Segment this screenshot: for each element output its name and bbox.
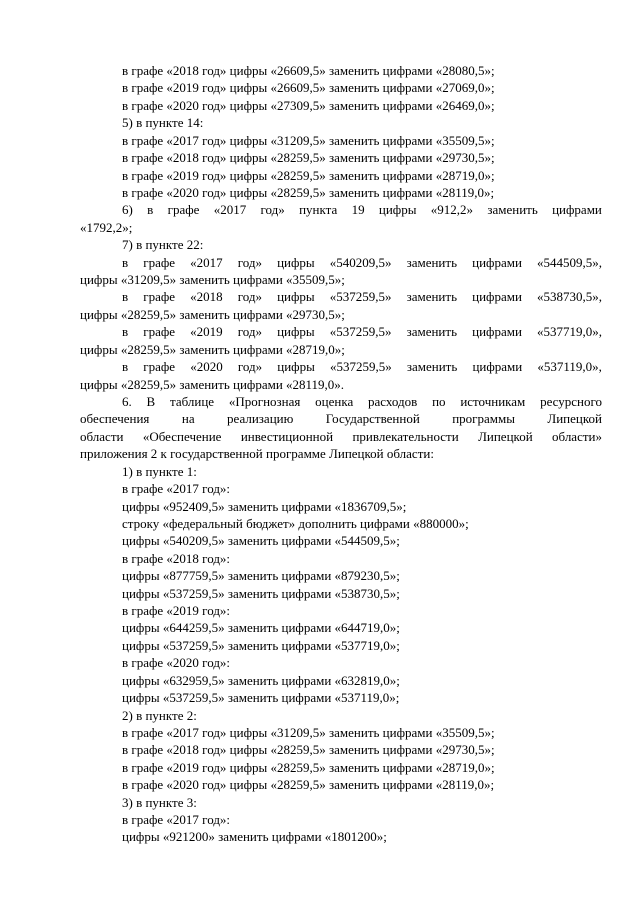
text-line: цифры «28259,5» заменить цифрами «29730,5»; [80, 306, 345, 322]
text-line: в графе «2018 год» цифры «26609,5» заменить цифрами «28080,5»; [122, 63, 495, 78]
text-line: в графе «2019 год» цифры «28259,5» заменить цифрами «28719,0»; [122, 759, 495, 775]
text-line: цифры «632959,5» заменить цифрами «632819,0»; [122, 672, 400, 688]
text-line: «1792,2»; [80, 219, 133, 235]
text-line: области «Обеспечение инвестиционной привлекательности Липецкой области» [80, 428, 602, 444]
text-line: в графе «2017 год» цифры «31209,5» заменить цифрами «35509,5»; [122, 132, 495, 148]
text-line: в графе «2020 год» цифры «28259,5» заменить цифрами «28119,0»; [122, 777, 495, 793]
text-line: в графе «2019 год» цифры «28259,5» заменить цифрами «28719,0»; [122, 167, 495, 183]
text-line: цифры «877759,5» заменить цифрами «879230,5»; [122, 568, 400, 584]
text-line: в графе «2019 год» цифры «537259,5» заменить цифрами «537719,0», [122, 324, 602, 340]
text-line: в графе «2017 год»: [122, 812, 231, 828]
text-line: цифры «644259,5» заменить цифрами «644719,0»; [122, 620, 400, 636]
text-line: цифры «28259,5» заменить цифрами «28119,0». [80, 376, 345, 392]
text-line: цифры «921200» заменить цифрами «1801200»; [122, 829, 387, 845]
text-line: в графе «2018 год» цифры «28259,5» заменить цифрами «29730,5»; [122, 150, 495, 166]
text-line: в графе «2020 год» цифры «27309,5» заменить цифрами «26469,0»; [122, 97, 495, 113]
text-line: в графе «2017 год»: [122, 481, 231, 497]
text-line: 1) в пункте 1: [122, 463, 197, 479]
text-line: цифры «952409,5» заменить цифрами «1836709,5»; [122, 498, 407, 514]
text-line: цифры «31209,5» заменить цифрами «35509,5»; [80, 272, 345, 288]
text-line: цифры «537259,5» заменить цифрами «538730,5»; [122, 585, 400, 601]
text-line: обеспечения на реализацию Государственной программы Липецкой [80, 411, 602, 427]
text-line: 6) в графе «2017 год» пункта 19 цифры «912,2» заменить цифрами [122, 202, 602, 218]
text-line: цифры «28259,5» заменить цифрами «28719,0»; [80, 341, 345, 357]
text-line: в графе «2019 год»: [122, 603, 231, 619]
text-line: строку «федеральный бюджет» дополнить цифрами «880000»; [122, 515, 469, 531]
text-line: цифры «537259,5» заменить цифрами «537119,0»; [122, 690, 400, 706]
text-line: в графе «2018 год» цифры «28259,5» заменить цифрами «29730,5»; [122, 742, 495, 758]
text-line: в графе «2017 год» цифры «31209,5» заменить цифрами «35509,5»; [122, 724, 495, 740]
text-line: 3) в пункте 3: [122, 794, 197, 810]
text-line: в графе «2020 год»: [122, 655, 231, 671]
text-line: в графе «2018 год»: [122, 550, 231, 566]
text-line: в графе «2017 год» цифры «540209,5» заменить цифрами «544509,5», [122, 254, 602, 270]
text-line: 5) в пункте 14: [122, 115, 204, 131]
text-line: в графе «2018 год» цифры «537259,5» заменить цифрами «538730,5», [122, 289, 602, 305]
text-line: в графе «2019 год» цифры «26609,5» заменить цифрами «27069,0»; [122, 80, 495, 96]
text-line: 2) в пункте 2: [122, 707, 197, 723]
text-line: в графе «2020 год» цифры «28259,5» заменить цифрами «28119,0»; [122, 184, 495, 200]
text-line: 7) в пункте 22: [122, 237, 204, 253]
text-line: в графе «2020 год» цифры «537259,5» заменить цифрами «537119,0», [122, 359, 602, 375]
text-line: 6. В таблице «Прогнозная оценка расходов по источникам ресурсного [122, 393, 602, 409]
text-line: приложения 2 к государственной программе Липецкой области: [80, 446, 434, 462]
text-line: цифры «540209,5» заменить цифрами «544509,5»; [122, 533, 400, 549]
text-line: цифры «537259,5» заменить цифрами «537719,0»; [122, 637, 400, 653]
